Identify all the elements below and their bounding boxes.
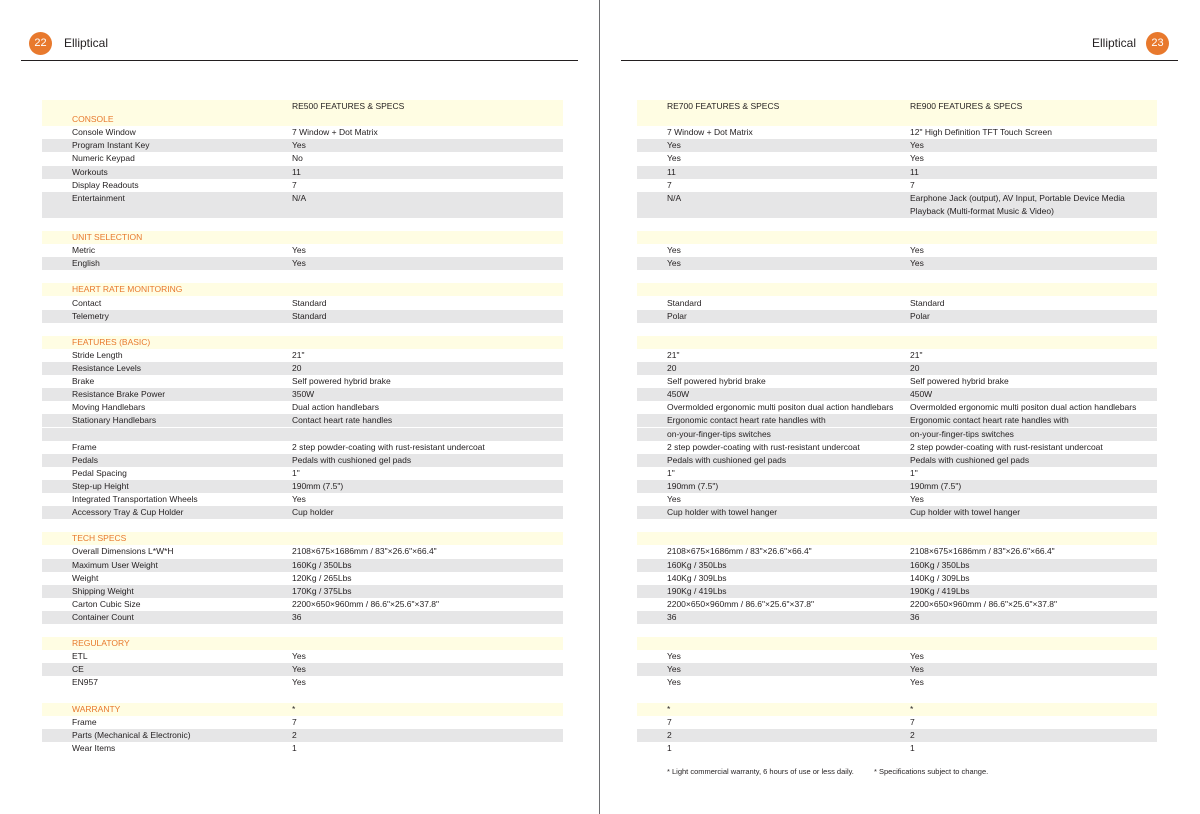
spec-value-re700: on-your-finger-tips switches (667, 428, 771, 439)
table-row (637, 388, 1157, 401)
page-title: Elliptical (64, 36, 109, 50)
table-row (637, 192, 1157, 205)
table-row (637, 205, 1157, 218)
spec-value-re900: Standard (910, 297, 945, 308)
table-row (42, 323, 563, 336)
table-row (637, 585, 1157, 598)
section-title: HEART RATE MONITORING (72, 284, 183, 295)
table-row (42, 624, 563, 637)
spec-value-re900: 11 (910, 166, 919, 177)
table-row (637, 650, 1157, 663)
spec-label: Resistance Brake Power (72, 389, 166, 400)
spec-label: Accessory Tray & Cup Holder (72, 507, 184, 518)
table-row (637, 480, 1157, 493)
table-row (42, 270, 563, 283)
spec-label: Brake (72, 376, 95, 387)
spec-label: Contact (72, 297, 102, 308)
spec-value-re900: 21" (910, 349, 923, 360)
page-number-badge: 23 (1146, 32, 1169, 55)
spec-value-re500: Yes (292, 664, 306, 675)
spec-value-re500: Yes (292, 677, 306, 688)
spec-label: Pedal Spacing (72, 467, 127, 478)
table-row (637, 663, 1157, 676)
table-row (42, 690, 563, 703)
table-row (42, 375, 563, 388)
spec-value-re900: 2 (910, 729, 915, 740)
table-row (637, 401, 1157, 414)
spec-value-re700: 7 (667, 716, 672, 727)
spec-value-re700: Yes (667, 258, 681, 269)
table-row (42, 611, 563, 624)
table-row (42, 454, 563, 467)
table-row (42, 572, 563, 585)
section-header-row (637, 703, 1157, 716)
spec-value-re500: N/A (292, 192, 307, 203)
section-header-row (637, 336, 1157, 349)
column-header-re700: RE700 FEATURES & SPECS (667, 101, 780, 111)
spec-value-re900: Self powered hybrid brake (910, 376, 1009, 387)
spec-value-re900: Yes (910, 664, 924, 675)
spec-value-re900: Overmolded ergonomic multi positon dual action handlebars (910, 402, 1137, 413)
table-row (42, 192, 563, 205)
spec-label: Numeric Keypad (72, 153, 135, 164)
spec-label: Parts (Mechanical & Electronic) (72, 729, 191, 740)
spec-value-re500: 7 Window + Dot Matrix (292, 127, 378, 138)
spec-value-re900: Yes (910, 494, 924, 504)
spec-label: Step-up Height (72, 480, 129, 491)
spec-value-re700: 36 (667, 611, 677, 622)
spec-value-re700: 140Kg / 309Lbs (667, 572, 727, 583)
table-row (637, 428, 1157, 441)
spec-label: Weight (72, 572, 99, 583)
spec-value-re700: Self powered hybrid brake (667, 376, 766, 387)
table-row (42, 467, 563, 480)
spec-value-re700: 11 (667, 166, 676, 177)
table-row (42, 218, 563, 231)
spec-value-re500: 20 (292, 363, 302, 373)
spec-value-re900: 450W (910, 389, 933, 400)
spec-value-re900: 2200×650×960mm / 86.6"×25.6"×37.8" (910, 598, 1058, 609)
spec-label: Frame (72, 441, 97, 452)
spec-label: Container Count (72, 611, 134, 622)
column-header-re500: RE500 FEATURES & SPECS (292, 101, 405, 111)
table-row (637, 519, 1157, 532)
table-row (637, 126, 1157, 139)
spec-value-re700: 2 step powder-coating with rust-resistant undercoat (667, 441, 860, 452)
table-row (637, 572, 1157, 585)
spec-value-re700: Yes (667, 245, 681, 256)
spec-label: Console Window (72, 127, 136, 138)
table-row (637, 441, 1157, 454)
section-header-row (42, 703, 563, 716)
table-row (42, 716, 563, 729)
section-header-row (42, 231, 563, 244)
table-row (637, 690, 1157, 703)
section-title: WARRANTY (72, 703, 121, 714)
spec-value-re900: 7 (910, 716, 915, 727)
table-row (637, 624, 1157, 637)
spec-value-re700: 1 (667, 742, 672, 753)
section-header-row (637, 532, 1157, 545)
spec-value-re700: Yes (667, 140, 681, 151)
table-row (637, 152, 1157, 165)
table-row (637, 270, 1157, 283)
table-row (637, 545, 1157, 558)
spec-value-re900: 190Kg / 419Lbs (910, 585, 970, 596)
spec-value-re900: Yes (910, 153, 924, 164)
spec-value-re700: Yes (667, 664, 681, 675)
table-row (637, 716, 1157, 729)
spec-label: Moving Handlebars (72, 402, 146, 413)
table-row (42, 349, 563, 362)
table-row (42, 559, 563, 572)
spec-value-re900: 36 (910, 611, 920, 622)
table-row (637, 414, 1157, 427)
page-number-badge: 22 (29, 32, 52, 55)
spec-value-re900: Playback (Multi-format Music & Video) (910, 205, 1054, 216)
section-header-row (42, 532, 563, 545)
spec-value-re900: Yes (910, 258, 924, 269)
spec-value-re900: Yes (910, 245, 924, 256)
spec-value-re500: * (292, 703, 296, 714)
table-row (42, 257, 563, 270)
spec-value-re500: Contact heart rate handles (292, 415, 393, 426)
table-row (637, 139, 1157, 152)
spec-label: Stride Length (72, 349, 123, 360)
table-row (42, 244, 563, 257)
spec-value-re700: 450W (667, 389, 690, 400)
table-row (42, 742, 563, 755)
spec-label: Workouts (72, 166, 108, 177)
table-row (637, 244, 1157, 257)
table-row (637, 166, 1157, 179)
section-header-row (42, 113, 563, 126)
section-header-row (637, 283, 1157, 296)
spec-value-re700: Standard (667, 297, 702, 308)
spec-value-re500: Yes (292, 258, 306, 269)
spec-value-re900: Yes (910, 140, 924, 151)
table-row (637, 676, 1157, 689)
spec-value-re700: 1" (667, 467, 675, 478)
spec-value-re900: Cup holder with towel hanger (910, 507, 1021, 518)
table-row (42, 676, 563, 689)
spec-label: Telemetry (72, 310, 109, 321)
spec-value-re500: Yes (292, 494, 306, 504)
spec-value-re500: 350W (292, 389, 315, 400)
table-row (42, 205, 563, 218)
spec-value-re700: 190Kg / 419Lbs (667, 585, 727, 596)
spec-value-re900: Ergonomic contact heart rate handles with (910, 415, 1069, 426)
spec-label: Integrated Transportation Wheels (72, 494, 198, 504)
spec-label: Overall Dimensions L*W*H (72, 546, 174, 557)
spec-value-re700: 2108×675×1686mm / 83"×26.6"×66.4" (667, 546, 812, 557)
spec-value-re900: 160Kg / 350Lbs (910, 559, 970, 570)
table-row (42, 493, 563, 506)
spec-value-re500: 2 step powder-coating with rust-resistant undercoat (292, 441, 485, 452)
spec-label: English (72, 258, 100, 269)
spec-value-re900: 2108×675×1686mm / 83"×26.6"×66.4" (910, 546, 1055, 557)
spec-value-re700: 7 Window + Dot Matrix (667, 127, 753, 138)
table-row (42, 441, 563, 454)
table-row (42, 166, 563, 179)
spec-value-re500: Standard (292, 310, 327, 321)
spec-label: Pedals (72, 454, 98, 465)
spec-value-re700: 20 (667, 363, 677, 373)
table-row (42, 139, 563, 152)
page-title: Elliptical (1092, 36, 1137, 50)
spec-value-re500: 2200×650×960mm / 86.6"×25.6"×37.8" (292, 598, 440, 609)
spec-value-re700: Yes (667, 651, 681, 662)
section-header-row (637, 231, 1157, 244)
table-row (637, 218, 1157, 231)
table-header-row (637, 100, 1157, 113)
spec-label: Maximum User Weight (72, 559, 158, 570)
footnote-warranty: * Light commercial warranty, 6 hours of use or less daily. (667, 767, 854, 776)
spec-label: Display Readouts (72, 179, 139, 190)
table-row (637, 310, 1157, 323)
table-row (42, 598, 563, 611)
spec-value-re700: 160Kg / 350Lbs (667, 559, 727, 570)
table-row (637, 742, 1157, 755)
spec-label: Stationary Handlebars (72, 415, 157, 426)
spec-value-re500: Standard (292, 297, 327, 308)
table-row (42, 401, 563, 414)
spec-value-re700: 7 (667, 179, 672, 190)
section-header-row (42, 637, 563, 650)
spec-value-re500: Yes (292, 140, 306, 151)
section-title: TECH SPECS (72, 533, 127, 544)
spec-value-re900: Earphone Jack (output), AV Input, Portable Device Media (910, 192, 1125, 203)
spec-label: Frame (72, 716, 97, 727)
table-row (42, 179, 563, 192)
spec-value-re500: 170Kg / 375Lbs (292, 585, 352, 596)
table-row (637, 257, 1157, 270)
spec-value-re500: 120Kg / 265Lbs (292, 572, 352, 583)
spec-label: CE (72, 664, 84, 675)
spec-value-re500: 2108×675×1686mm / 83"×26.6"×66.4" (292, 546, 437, 557)
spec-label: ETL (72, 651, 88, 662)
table-row (637, 362, 1157, 375)
table-row (637, 297, 1157, 310)
spec-value-re900: 1 (910, 742, 915, 753)
spec-value-re700: Cup holder with towel hanger (667, 507, 778, 518)
spec-value-re900: on-your-finger-tips switches (910, 428, 1014, 439)
spec-value-re900: 2 step powder-coating with rust-resistant undercoat (910, 441, 1103, 452)
spec-value-re500: 190mm (7.5") (292, 480, 344, 491)
header-rule (21, 60, 578, 61)
spec-value-re700: 21" (667, 349, 680, 360)
spec-value-re900: Yes (910, 651, 924, 662)
spec-value-re700: N/A (667, 192, 682, 203)
spec-value-re500: Pedals with cushioned gel pads (292, 454, 412, 465)
spec-value-re500: 160Kg / 350Lbs (292, 559, 352, 570)
spec-value-re900: * (910, 703, 914, 714)
spec-label: Wear Items (72, 742, 116, 753)
spec-value-re700: 190mm (7.5") (667, 480, 719, 491)
table-row (42, 388, 563, 401)
spec-label: Program Instant Key (72, 140, 150, 151)
table-row (42, 545, 563, 558)
spec-value-re900: 12" High Definition TFT Touch Screen (910, 127, 1052, 138)
table-row (42, 428, 563, 441)
table-row (637, 349, 1157, 362)
spec-value-re900: 7 (910, 179, 915, 190)
section-title: UNIT SELECTION (72, 232, 143, 242)
spec-value-re500: Yes (292, 651, 306, 662)
table-row (42, 585, 563, 598)
spec-value-re700: * (667, 703, 671, 714)
spec-value-re500: Yes (292, 245, 306, 256)
table-row (637, 611, 1157, 624)
spec-value-re900: Pedals with cushioned gel pads (910, 454, 1030, 465)
table-row (42, 310, 563, 323)
table-row (42, 480, 563, 493)
spec-value-re700: Pedals with cushioned gel pads (667, 454, 787, 465)
table-row (637, 598, 1157, 611)
spec-value-re900: Polar (910, 310, 930, 321)
column-header-re900: RE900 FEATURES & SPECS (910, 101, 1023, 111)
section-title: REGULATORY (72, 638, 130, 649)
table-row (42, 414, 563, 427)
table-row (637, 323, 1157, 336)
section-header-row (42, 283, 563, 296)
spec-value-re500: 7 (292, 716, 297, 727)
section-header-row (637, 637, 1157, 650)
spec-label: Metric (72, 245, 96, 256)
spec-value-re500: Dual action handlebars (292, 402, 379, 413)
spec-value-re700: Yes (667, 677, 681, 688)
spec-value-re700: Yes (667, 494, 681, 504)
section-header-row (42, 336, 563, 349)
table-row (637, 454, 1157, 467)
table-row (42, 126, 563, 139)
spec-value-re700: 2200×650×960mm / 86.6"×25.6"×37.8" (667, 598, 815, 609)
table-row (42, 297, 563, 310)
spec-value-re500: Self powered hybrid brake (292, 376, 391, 387)
section-title: FEATURES (BASIC) (72, 336, 151, 347)
table-row (42, 519, 563, 532)
spec-value-re900: 140Kg / 309Lbs (910, 572, 970, 583)
table-row (42, 506, 563, 519)
section-title: CONSOLE (72, 114, 114, 125)
spec-value-re500: No (292, 153, 303, 164)
table-row (637, 375, 1157, 388)
spec-value-re500: 36 (292, 611, 302, 622)
spec-label: Carton Cubic Size (72, 598, 141, 609)
spec-value-re900: 1" (910, 467, 918, 478)
spec-value-re500: 21" (292, 349, 305, 360)
table-row (42, 362, 563, 375)
table-row (637, 559, 1157, 572)
spec-value-re500: 7 (292, 179, 297, 190)
table-header-row (42, 100, 563, 113)
spec-value-re900: 190mm (7.5") (910, 480, 962, 491)
table-row (42, 152, 563, 165)
spec-label: Shipping Weight (72, 585, 134, 596)
spec-value-re700: 2 (667, 729, 672, 740)
table-row (42, 650, 563, 663)
table-row (637, 179, 1157, 192)
section-header-row (637, 113, 1157, 126)
spec-value-re900: Yes (910, 677, 924, 688)
spec-label: Resistance Levels (72, 363, 141, 373)
table-row (42, 729, 563, 742)
table-row (637, 467, 1157, 480)
right-page (600, 0, 1200, 814)
spec-label: EN957 (72, 677, 98, 688)
spec-value-re700: Ergonomic contact heart rate handles with (667, 415, 826, 426)
table-row (637, 493, 1157, 506)
table-row (637, 506, 1157, 519)
spec-value-re700: Overmolded ergonomic multi positon dual action handlebars (667, 402, 894, 413)
spec-value-re900: 20 (910, 363, 920, 373)
footnote-specs: * Specifications subject to change. (874, 767, 989, 776)
spec-value-re700: Yes (667, 153, 681, 164)
table-row (42, 663, 563, 676)
spec-label: Entertainment (72, 192, 125, 203)
spec-value-re500: 2 (292, 729, 297, 740)
spec-value-re500: 11 (292, 166, 301, 177)
spec-value-re500: 1 (292, 742, 297, 753)
header-rule (621, 60, 1178, 61)
spec-value-re500: 1" (292, 467, 300, 478)
table-row (637, 729, 1157, 742)
spec-value-re700: Polar (667, 310, 687, 321)
spec-value-re500: Cup holder (292, 507, 334, 518)
